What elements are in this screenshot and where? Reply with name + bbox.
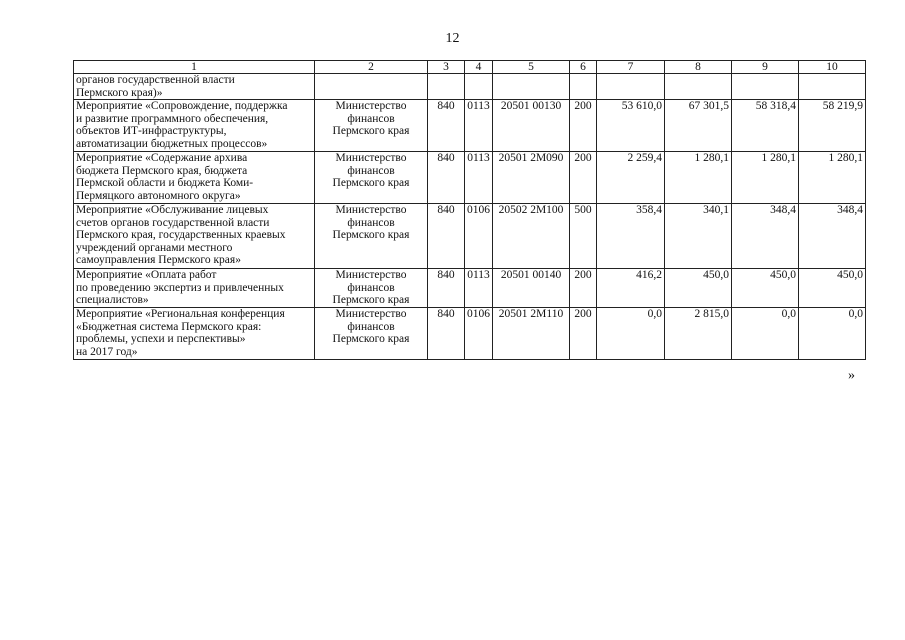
admin-code bbox=[428, 74, 465, 100]
amount-col8: 67 301,5 bbox=[665, 100, 732, 152]
section-code: 0106 bbox=[465, 308, 493, 360]
column-header: 8 bbox=[665, 61, 732, 74]
amount-col9 bbox=[732, 74, 799, 100]
target-item-code: 20501 00140 bbox=[493, 269, 570, 308]
amount-col8: 340,1 bbox=[665, 204, 732, 269]
table-row bbox=[74, 152, 866, 204]
section-code: 0113 bbox=[465, 152, 493, 204]
amount-col9: 58 318,4 bbox=[732, 100, 799, 152]
column-header: 7 bbox=[597, 61, 665, 74]
amount-col10: 1 280,1 bbox=[799, 152, 866, 204]
admin-code: 840 bbox=[428, 308, 465, 360]
amount-col7: 0,0 bbox=[597, 308, 665, 360]
activity-name: Мероприятие «Сопровождение, поддержка и развитие программного обеспечения, объектов ИТ-инфраструктуры, автоматизации бюджетных процессов» bbox=[74, 100, 315, 152]
table-header-row bbox=[74, 61, 866, 74]
responsible-org: Министерство финансов Пермского края bbox=[315, 100, 428, 152]
admin-code: 840 bbox=[428, 269, 465, 308]
target-item-code: 20501 2М090 bbox=[493, 152, 570, 204]
table-row bbox=[74, 204, 866, 269]
amount-col9: 348,4 bbox=[732, 204, 799, 269]
amount-col9: 450,0 bbox=[732, 269, 799, 308]
column-header: 1 bbox=[74, 61, 315, 74]
table-row bbox=[74, 269, 866, 308]
expense-type-code: 200 bbox=[570, 308, 597, 360]
amount-col9: 0,0 bbox=[732, 308, 799, 360]
activity-name: Мероприятие «Содержание архива бюджета Пермского края, бюджета Пермской области и бюджета Коми- Пермяцкого автономного округа» bbox=[74, 152, 315, 204]
admin-code: 840 bbox=[428, 152, 465, 204]
column-header: 10 bbox=[799, 61, 866, 74]
target-item-code bbox=[493, 74, 570, 100]
expense-type-code: 500 bbox=[570, 204, 597, 269]
expense-type-code bbox=[570, 74, 597, 100]
target-item-code: 20501 00130 bbox=[493, 100, 570, 152]
expense-type-code: 200 bbox=[570, 152, 597, 204]
expense-type-code: 200 bbox=[570, 269, 597, 308]
responsible-org: Министерство финансов Пермского края bbox=[315, 152, 428, 204]
section-code: 0113 bbox=[465, 100, 493, 152]
table-row bbox=[74, 308, 866, 360]
admin-code: 840 bbox=[428, 204, 465, 269]
section-code: 0113 bbox=[465, 269, 493, 308]
activity-name: Мероприятие «Обслуживание лицевых счетов органов государственной власти Пермского края, государственных краевых учреждений органами местного самоуправления Пермского края» bbox=[74, 204, 315, 269]
amount-col9: 1 280,1 bbox=[732, 152, 799, 204]
activity-name: Мероприятие «Региональная конференция «Бюджетная система Пермского края: проблемы, успехи и перспективы» на 2017 год» bbox=[74, 308, 315, 360]
amount-col8: 2 815,0 bbox=[665, 308, 732, 360]
amount-col10: 450,0 bbox=[799, 269, 866, 308]
table-row bbox=[74, 100, 866, 152]
column-header: 4 bbox=[465, 61, 493, 74]
amount-col10 bbox=[799, 74, 866, 100]
target-item-code: 20501 2М110 bbox=[493, 308, 570, 360]
amount-col8: 450,0 bbox=[665, 269, 732, 308]
expense-type-code: 200 bbox=[570, 100, 597, 152]
activity-name: органов государственной власти Пермского края)» bbox=[74, 74, 315, 100]
amount-col7: 2 259,4 bbox=[597, 152, 665, 204]
admin-code: 840 bbox=[428, 100, 465, 152]
amount-col7: 416,2 bbox=[597, 269, 665, 308]
column-header: 9 bbox=[732, 61, 799, 74]
amount-col7: 53 610,0 bbox=[597, 100, 665, 152]
responsible-org bbox=[315, 74, 428, 100]
closing-quote-mark: » bbox=[848, 368, 855, 383]
responsible-org: Министерство финансов Пермского края bbox=[315, 204, 428, 269]
column-header: 6 bbox=[570, 61, 597, 74]
amount-col7 bbox=[597, 74, 665, 100]
column-header: 2 bbox=[315, 61, 428, 74]
amount-col10: 348,4 bbox=[799, 204, 866, 269]
section-code bbox=[465, 74, 493, 100]
amount-col10: 58 219,9 bbox=[799, 100, 866, 152]
responsible-org: Министерство финансов Пермского края bbox=[315, 269, 428, 308]
amount-col10: 0,0 bbox=[799, 308, 866, 360]
activity-name: Мероприятие «Оплата работ по проведению экспертиз и привлеченных специалистов» bbox=[74, 269, 315, 308]
column-header: 5 bbox=[493, 61, 570, 74]
target-item-code: 20502 2М100 bbox=[493, 204, 570, 269]
section-code: 0106 bbox=[465, 204, 493, 269]
table-row bbox=[74, 74, 866, 100]
page-number: 12 bbox=[445, 31, 460, 46]
amount-col8: 1 280,1 bbox=[665, 152, 732, 204]
budget-table bbox=[73, 60, 866, 360]
amount-col7: 358,4 bbox=[597, 204, 665, 269]
column-header: 3 bbox=[428, 61, 465, 74]
responsible-org: Министерство финансов Пермского края bbox=[315, 308, 428, 360]
amount-col8 bbox=[665, 74, 732, 100]
